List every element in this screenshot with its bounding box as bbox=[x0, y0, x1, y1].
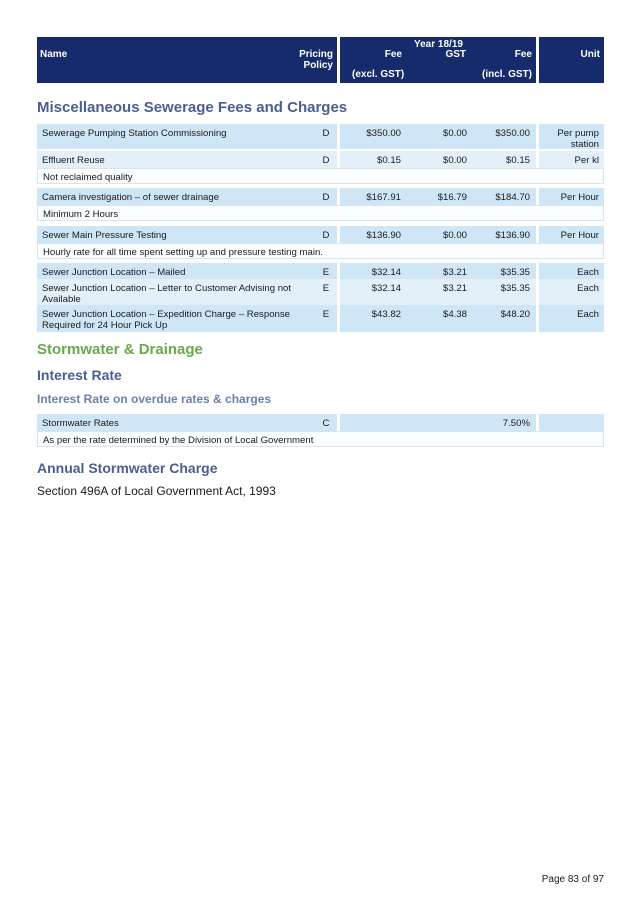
header-gst: GST bbox=[445, 49, 466, 60]
note-text: As per the rate determined by the Division of Local Government bbox=[43, 435, 314, 446]
row-name: Camera investigation – of sewer drainage bbox=[42, 192, 220, 203]
row-name: Stormwater Rates bbox=[42, 418, 119, 429]
header-incl-gst: (incl. GST) bbox=[482, 69, 532, 80]
row-gst: $3.21 bbox=[442, 267, 467, 278]
row-name: Sewer Main Pressure Testing bbox=[42, 230, 167, 241]
table-header bbox=[37, 37, 604, 83]
row-policy: D bbox=[322, 230, 330, 241]
row-rate: 7.50% bbox=[502, 418, 530, 429]
row-policy: D bbox=[322, 192, 330, 203]
row-policy: E bbox=[322, 309, 330, 320]
row-unit: Per pump station bbox=[557, 128, 599, 150]
note-text: Minimum 2 Hours bbox=[43, 209, 119, 220]
row-name: Sewer Junction Location – Expedition Charge – Response Required for 24 Hour Pick Up bbox=[42, 309, 290, 331]
row-fee: $32.14 bbox=[371, 283, 401, 294]
row-policy: C bbox=[322, 418, 330, 429]
row-note bbox=[37, 431, 604, 447]
annual-stormwater-text: Section 496A of Local Government Act, 1993 bbox=[37, 484, 276, 498]
header-name: Name bbox=[40, 49, 68, 60]
row-gst: $4.38 bbox=[442, 309, 467, 320]
row-name: Sewerage Pumping Station Commissioning bbox=[42, 128, 227, 139]
overdue-rate-title: Interest Rate on overdue rates & charges bbox=[37, 392, 272, 406]
table-row bbox=[37, 124, 604, 149]
misc-section-title: Miscellaneous Sewerage Fees and Charges bbox=[37, 99, 348, 116]
row-note bbox=[37, 205, 604, 221]
table-row bbox=[37, 263, 604, 279]
header-year: Year 18/19 bbox=[414, 39, 463, 50]
row-fee: $43.82 bbox=[371, 309, 401, 320]
row-name: Sewer Junction Location – Mailed bbox=[42, 267, 186, 278]
row-fee: $136.90 bbox=[366, 230, 401, 241]
header-fee: Fee bbox=[384, 49, 402, 60]
row-unit: Per Hour bbox=[560, 192, 599, 203]
row-gst: $0.00 bbox=[442, 155, 467, 166]
table-row bbox=[37, 279, 604, 305]
header-name-block bbox=[37, 37, 337, 83]
row-gst: $0.00 bbox=[442, 230, 467, 241]
row-policy: D bbox=[322, 128, 330, 139]
table-row bbox=[37, 151, 604, 168]
row-fee: $350.00 bbox=[366, 128, 401, 139]
row-fee-incl: $350.00 bbox=[495, 128, 530, 139]
row-fee-incl: $48.20 bbox=[500, 309, 530, 320]
annual-stormwater-title: Annual Stormwater Charge bbox=[37, 460, 218, 476]
row-policy: D bbox=[322, 155, 330, 166]
header-unit-block bbox=[539, 37, 604, 83]
row-fee-incl: $0.15 bbox=[505, 155, 530, 166]
header-fee-incl: Fee bbox=[514, 49, 532, 60]
row-fee-incl: $35.35 bbox=[500, 267, 530, 278]
row-fee: $0.15 bbox=[376, 155, 401, 166]
table-row bbox=[37, 305, 604, 332]
note-text: Hourly rate for all time spent setting up and pressure testing main. bbox=[43, 247, 323, 258]
row-name: Sewer Junction Location – Letter to Customer Advising not Available bbox=[42, 283, 292, 305]
table-row bbox=[37, 414, 604, 431]
table-row bbox=[37, 188, 604, 205]
row-unit: Each bbox=[577, 283, 599, 294]
row-fee-incl: $184.70 bbox=[495, 192, 530, 203]
table-row bbox=[37, 226, 604, 243]
row-unit: Per kl bbox=[574, 155, 599, 166]
row-policy: E bbox=[322, 283, 330, 294]
header-policy: Policy bbox=[303, 60, 333, 71]
row-fee: $32.14 bbox=[371, 267, 401, 278]
stormwater-section-title: Stormwater & Drainage bbox=[37, 341, 203, 358]
row-note bbox=[37, 168, 604, 184]
header-pricing: Pricing bbox=[299, 49, 333, 60]
header-unit: Unit bbox=[580, 49, 600, 60]
header-excl-gst: (excl. GST) bbox=[352, 69, 405, 80]
row-fee-incl: $35.35 bbox=[500, 283, 530, 294]
row-gst: $0.00 bbox=[442, 128, 467, 139]
row-unit: Each bbox=[577, 309, 599, 320]
row-note bbox=[37, 243, 604, 259]
header-year-block bbox=[340, 37, 536, 83]
fees-page bbox=[37, 37, 604, 498]
page-number: Page 83 of 97 bbox=[541, 874, 604, 885]
note-text: Not reclaimed quality bbox=[43, 172, 133, 183]
row-gst: $3.21 bbox=[442, 283, 467, 294]
row-unit: Per Hour bbox=[560, 230, 599, 241]
row-unit: Each bbox=[577, 267, 599, 278]
row-gst: $16.79 bbox=[437, 192, 467, 203]
row-fee-incl: $136.90 bbox=[495, 230, 530, 241]
row-fee: $167.91 bbox=[366, 192, 401, 203]
row-name: Effluent Reuse bbox=[42, 155, 105, 166]
interest-rate-title: Interest Rate bbox=[37, 367, 122, 383]
row-policy: E bbox=[322, 267, 330, 278]
